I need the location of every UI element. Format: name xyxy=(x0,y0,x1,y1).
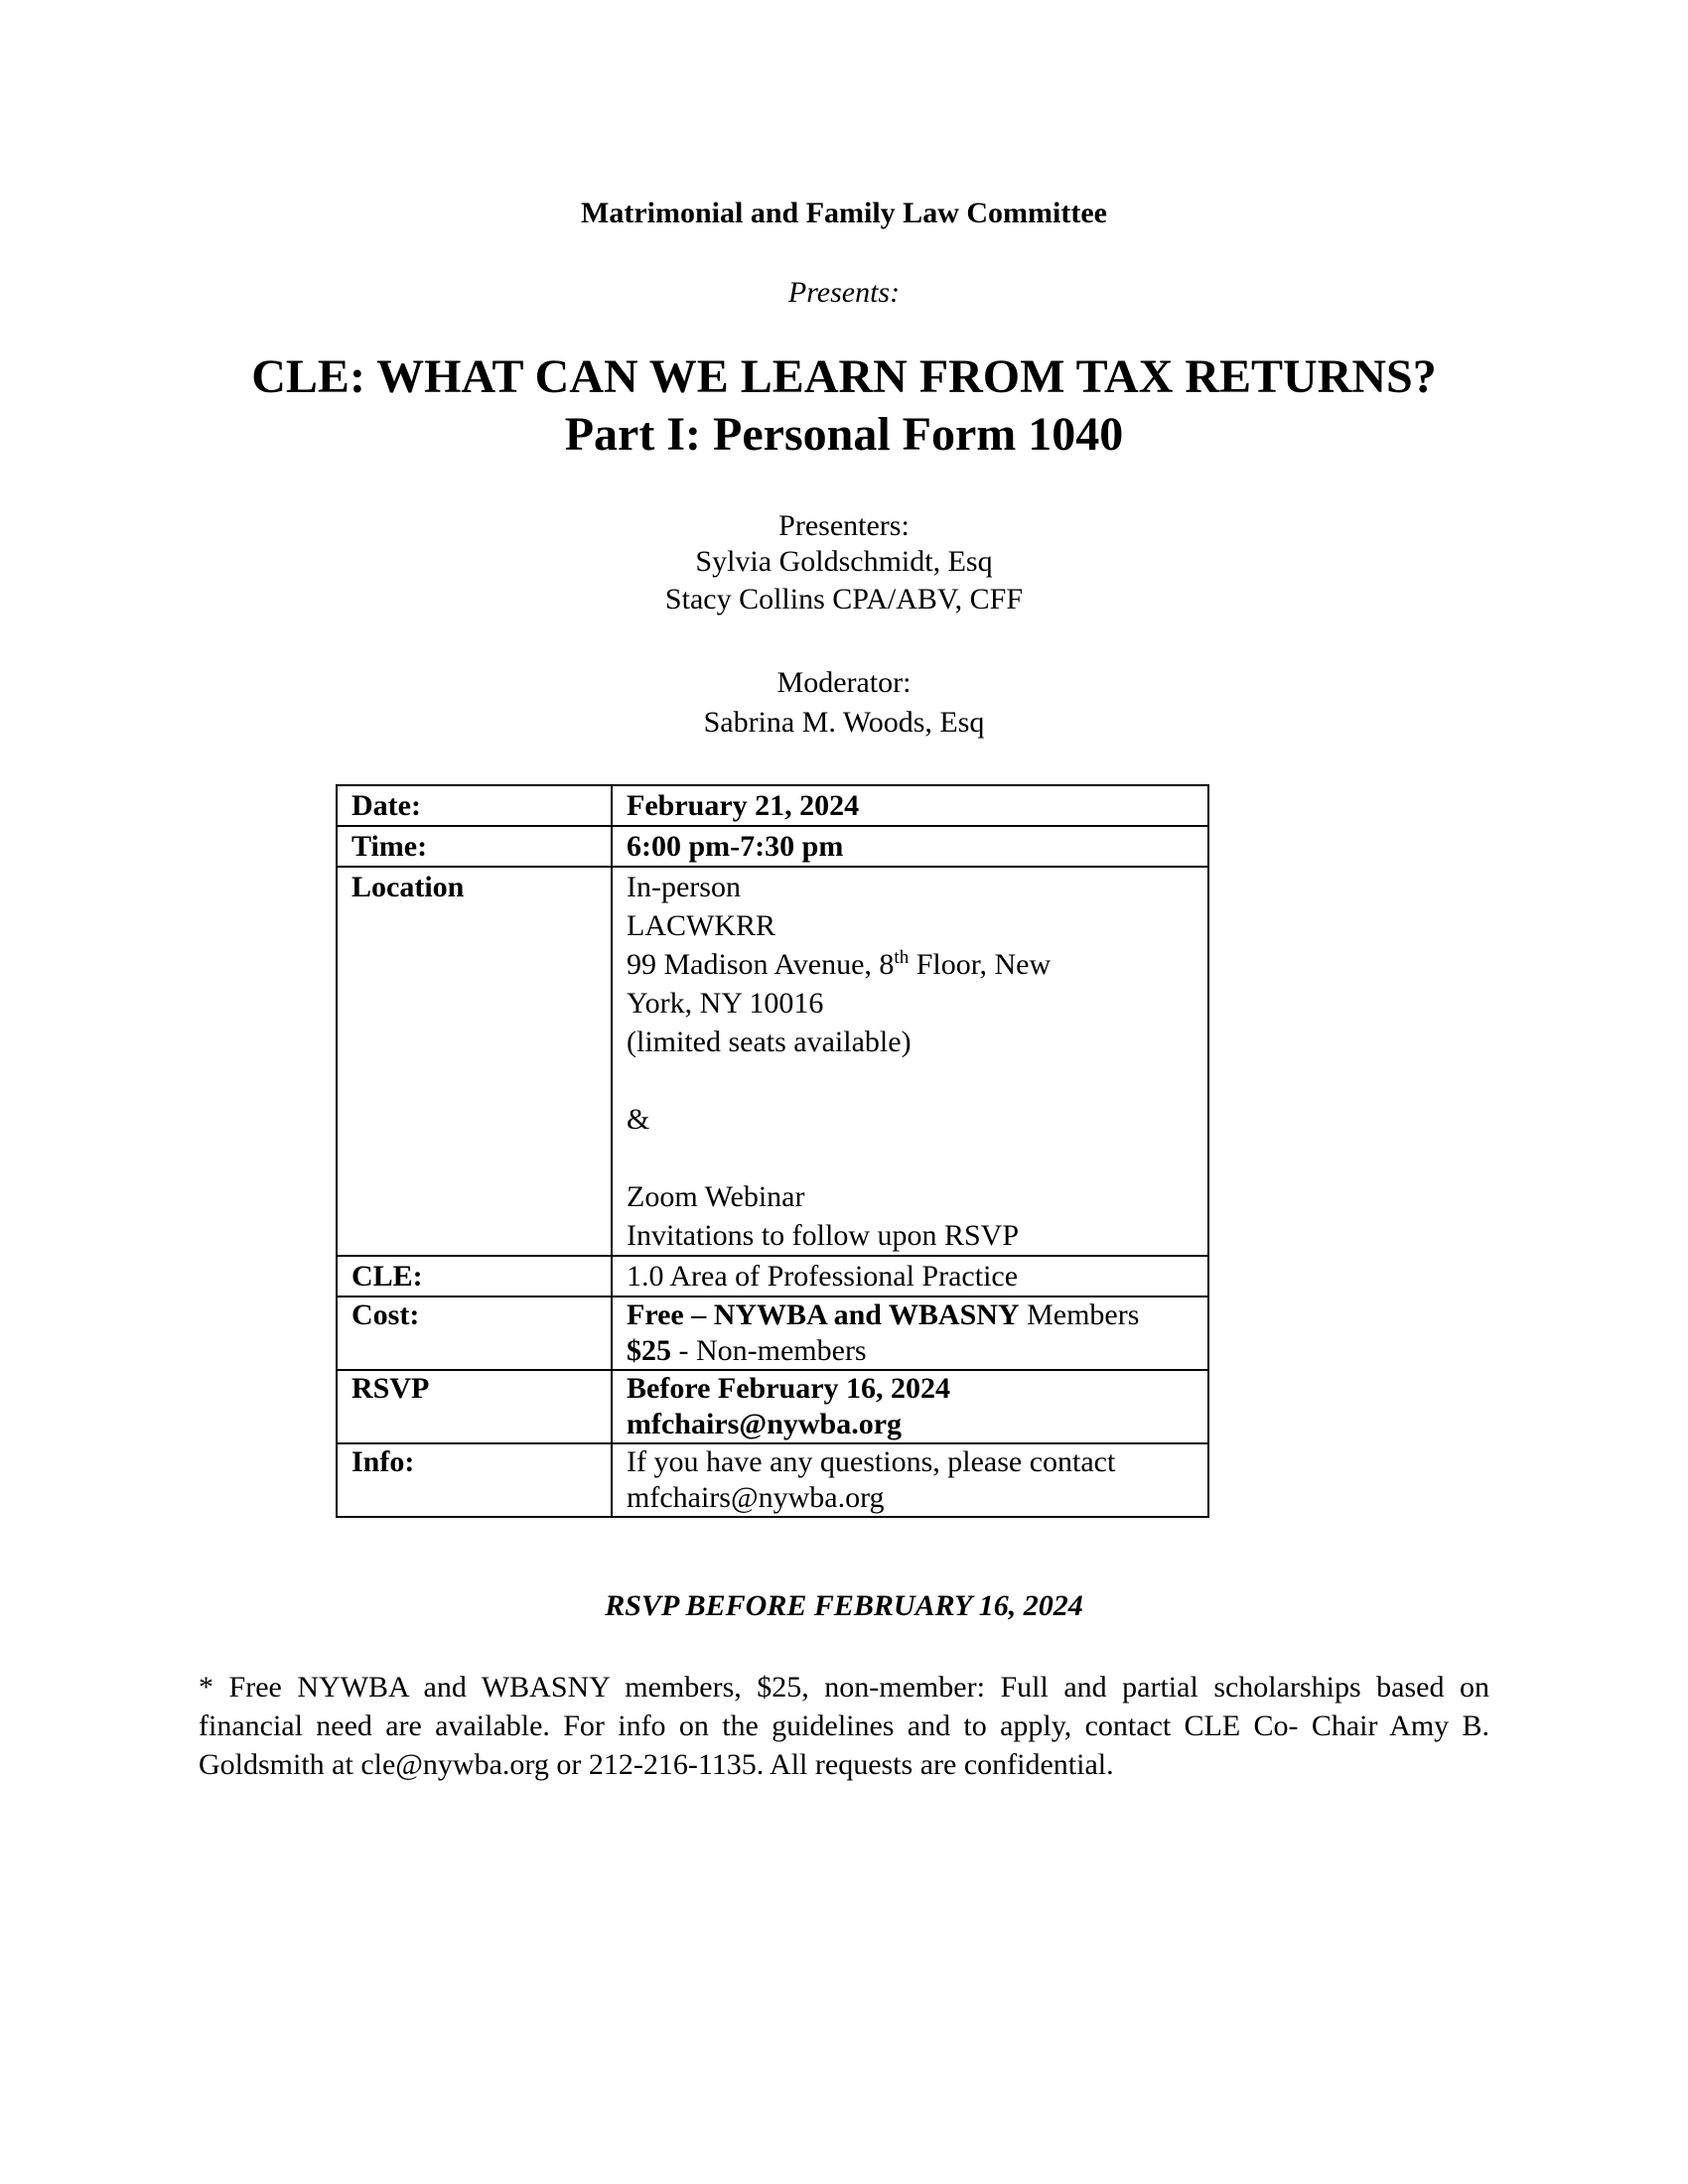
location-seats: (limited seats available) xyxy=(627,1025,912,1058)
table-row-cost xyxy=(337,1297,1208,1370)
info-email[interactable]: mfchairs@nywba.org xyxy=(627,1481,885,1514)
table-row-cle xyxy=(337,1256,1208,1297)
cost-value xyxy=(612,1297,1208,1370)
cost-amount: $25 xyxy=(627,1334,671,1367)
moderator-name: Sabrina M. Woods, Esq xyxy=(703,706,985,739)
footnote: * Free NYWBA and WBASNY members, $25, non-member: Full and partial scholarships based on financial need are available. For info on the guidelines and to apply, contact CLE Co- Chair Amy B. Goldsmith at cle@nywba.org or 212-216-1135. All requests are confidential. xyxy=(199,1671,1489,1781)
location-venue: LACWKRR xyxy=(627,909,775,942)
rsvp-banner: RSVP BEFORE FEBRUARY 16, 2024 xyxy=(605,1589,1083,1622)
table-row-date xyxy=(337,785,1208,826)
cost-label: Cost: xyxy=(337,1297,612,1370)
table-row-location xyxy=(337,867,1208,1256)
cost-nonmembers-text: - Non-members xyxy=(671,1334,867,1367)
address-superscript: th xyxy=(894,947,910,968)
address-street: 99 Madison Avenue, 8 xyxy=(627,948,895,981)
cost-free: Free – NYWBA and WBASNY xyxy=(627,1298,1020,1331)
location-city: York, NY 10016 xyxy=(627,987,824,1020)
cle-value: 1.0 Area of Professional Practice xyxy=(612,1256,1208,1297)
moderator-label: Moderator: xyxy=(776,666,912,699)
location-value xyxy=(612,867,1208,1256)
presenter-name: Sylvia Goldschmidt, Esq xyxy=(695,545,993,578)
location-zoom: Zoom Webinar xyxy=(627,1180,805,1213)
date-value: February 21, 2024 xyxy=(612,785,1208,826)
table-row-info xyxy=(337,1443,1208,1517)
presents-text: Presents: xyxy=(787,276,901,309)
committee-name: Matrimonial and Family Law Committee xyxy=(581,197,1107,229)
event-subtitle: Part I: Personal Form 1040 xyxy=(564,408,1124,461)
event-title: CLE: WHAT CAN WE LEARN FROM TAX RETURNS? xyxy=(251,350,1437,403)
date-label: Date: xyxy=(337,785,612,826)
info-label: Info: xyxy=(337,1443,612,1517)
location-ampersand: & xyxy=(627,1103,650,1136)
location-label: Location xyxy=(337,867,612,1256)
location-inperson: In-person xyxy=(627,871,741,903)
time-value: 6:00 pm-7:30 pm xyxy=(612,826,1208,867)
location-address xyxy=(627,945,1194,984)
presenter-name: Stacy Collins CPA/ABV, CFF xyxy=(664,583,1024,615)
table-row-rsvp xyxy=(337,1370,1208,1443)
time-label: Time: xyxy=(337,826,612,867)
rsvp-email[interactable]: mfchairs@nywba.org xyxy=(627,1408,903,1440)
location-invitations: Invitations to follow upon RSVP xyxy=(627,1219,1020,1252)
presenters-label: Presenters: xyxy=(778,509,910,542)
cost-nonmembers xyxy=(627,1333,1194,1369)
cle-label: CLE: xyxy=(337,1256,612,1297)
rsvp-label: RSVP xyxy=(337,1370,612,1443)
info-text: If you have any questions, please contact xyxy=(627,1445,1116,1478)
info-value xyxy=(612,1443,1208,1517)
rsvp-value xyxy=(612,1370,1208,1443)
table-row-time xyxy=(337,826,1208,867)
address-floor: Floor, New xyxy=(909,948,1052,981)
event-details-table xyxy=(336,784,1209,1518)
cost-members-text: Members xyxy=(1019,1298,1140,1331)
rsvp-deadline: Before February 16, 2024 xyxy=(627,1372,951,1405)
cost-members xyxy=(627,1297,1194,1333)
